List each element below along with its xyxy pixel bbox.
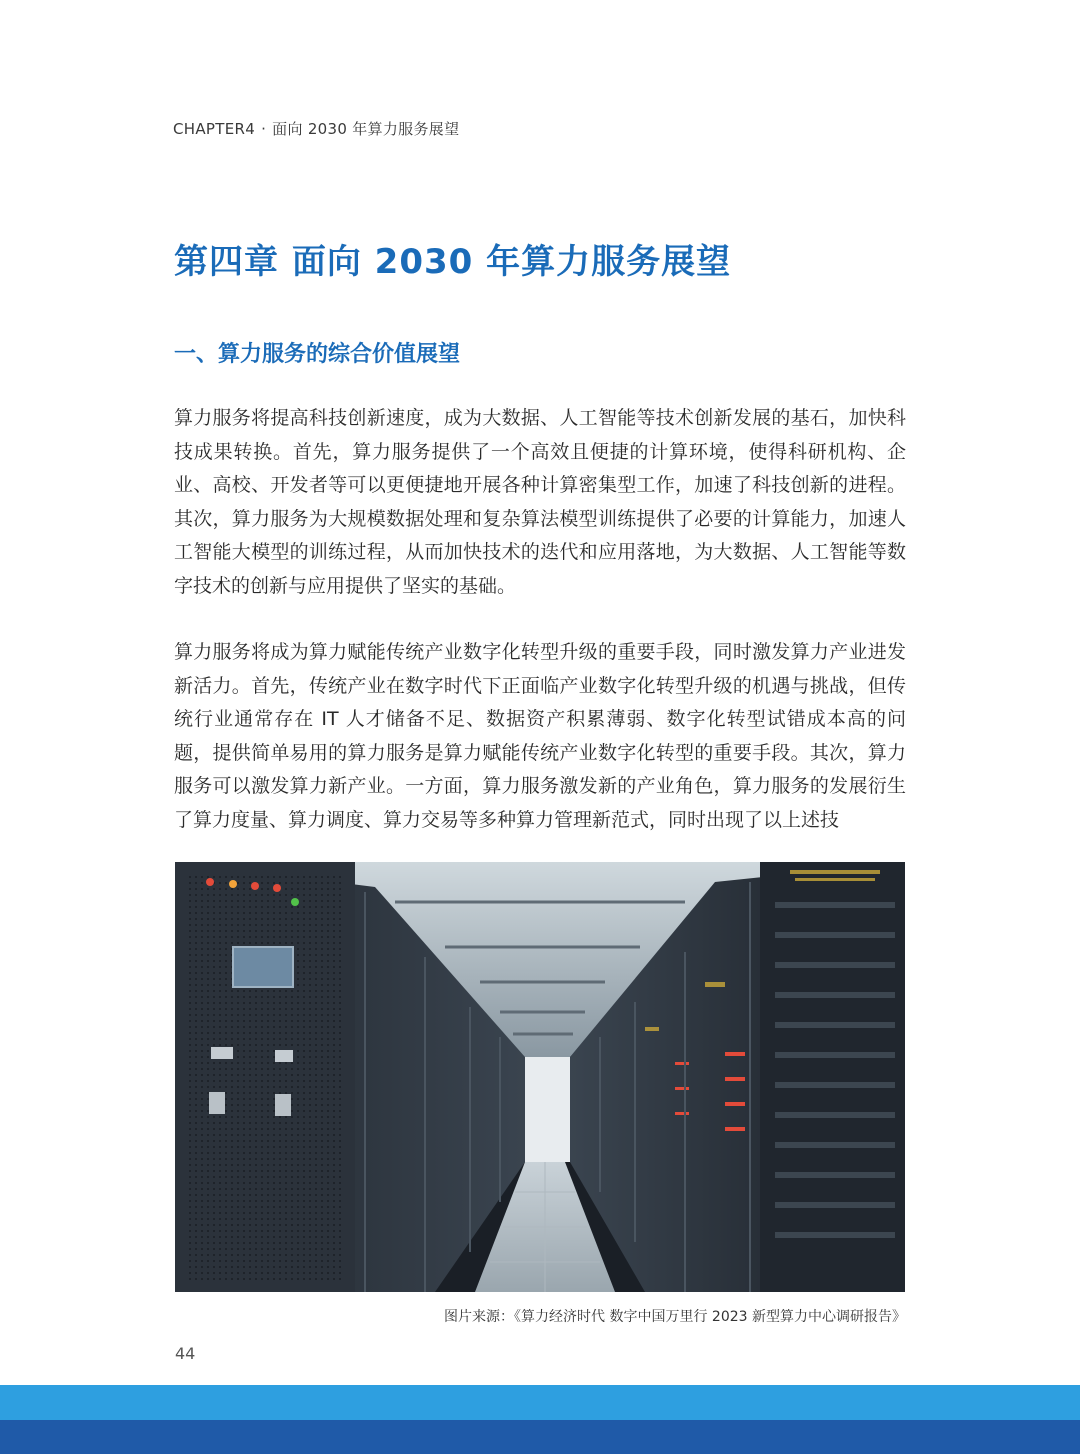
chapter-topic: 面向 2030 年算力服务展望 xyxy=(272,120,460,138)
chapter-label: CHAPTER4 xyxy=(173,120,256,138)
running-header xyxy=(173,118,459,139)
chapter-title: 第四章 面向 2030 年算力服务展望 xyxy=(174,242,732,282)
footer-band-dark xyxy=(0,1420,1080,1454)
server-aisle-illustration xyxy=(175,862,905,1292)
datacenter-photo xyxy=(175,862,905,1292)
page-number: 44 xyxy=(175,1344,196,1363)
body-paragraph-1: 算力服务将提高科技创新速度，成为大数据、人工智能等技术创新发展的基石，加快科技成果转换。首先，算力服务提供了一个高效且便捷的计算环境，使得科研机构、企业、高校、开发者等可以更便捷地开展各种计算密集型工作，加速了科技创新的进程。其次，算力服务为大规模数据处理和复杂算法模型训练提供了必要的计算能力，加速人工智能大模型的训练过程，从而加快技术的迭代和应用落地，为大数据、人工智能等数字技术的创新与应用提供了坚实的基础。 xyxy=(174,407,906,597)
figure-caption: 图片来源：《算力经济时代 数字中国万里行 2023 新型算力中心调研报告》 xyxy=(444,1309,906,1325)
footer-band-light xyxy=(0,1385,1080,1420)
section-title: 一、算力服务的综合价值展望 xyxy=(174,342,461,367)
header-separator: · xyxy=(261,120,267,138)
body-paragraph-2: 算力服务将成为算力赋能传统产业数字化转型升级的重要手段，同时激发算力产业进发新活力。首先，传统产业在数字时代下正面临产业数字化转型升级的机遇与挑战，但传统行业通常存在 IT 人才储备不足、数据资产积累薄弱、数字化转型试错成本高的问题，提供简单易用的算力服务是算力赋能传统产业数字化转型的重要手段。其次，算力服务可以激发算力新产业。一方面，算力服务激发新的产业角色，算力服务的发展衍生了算力度量、算力调度、算力交易等多种算力管理新范式，同时出现了以上述技 xyxy=(174,641,906,831)
